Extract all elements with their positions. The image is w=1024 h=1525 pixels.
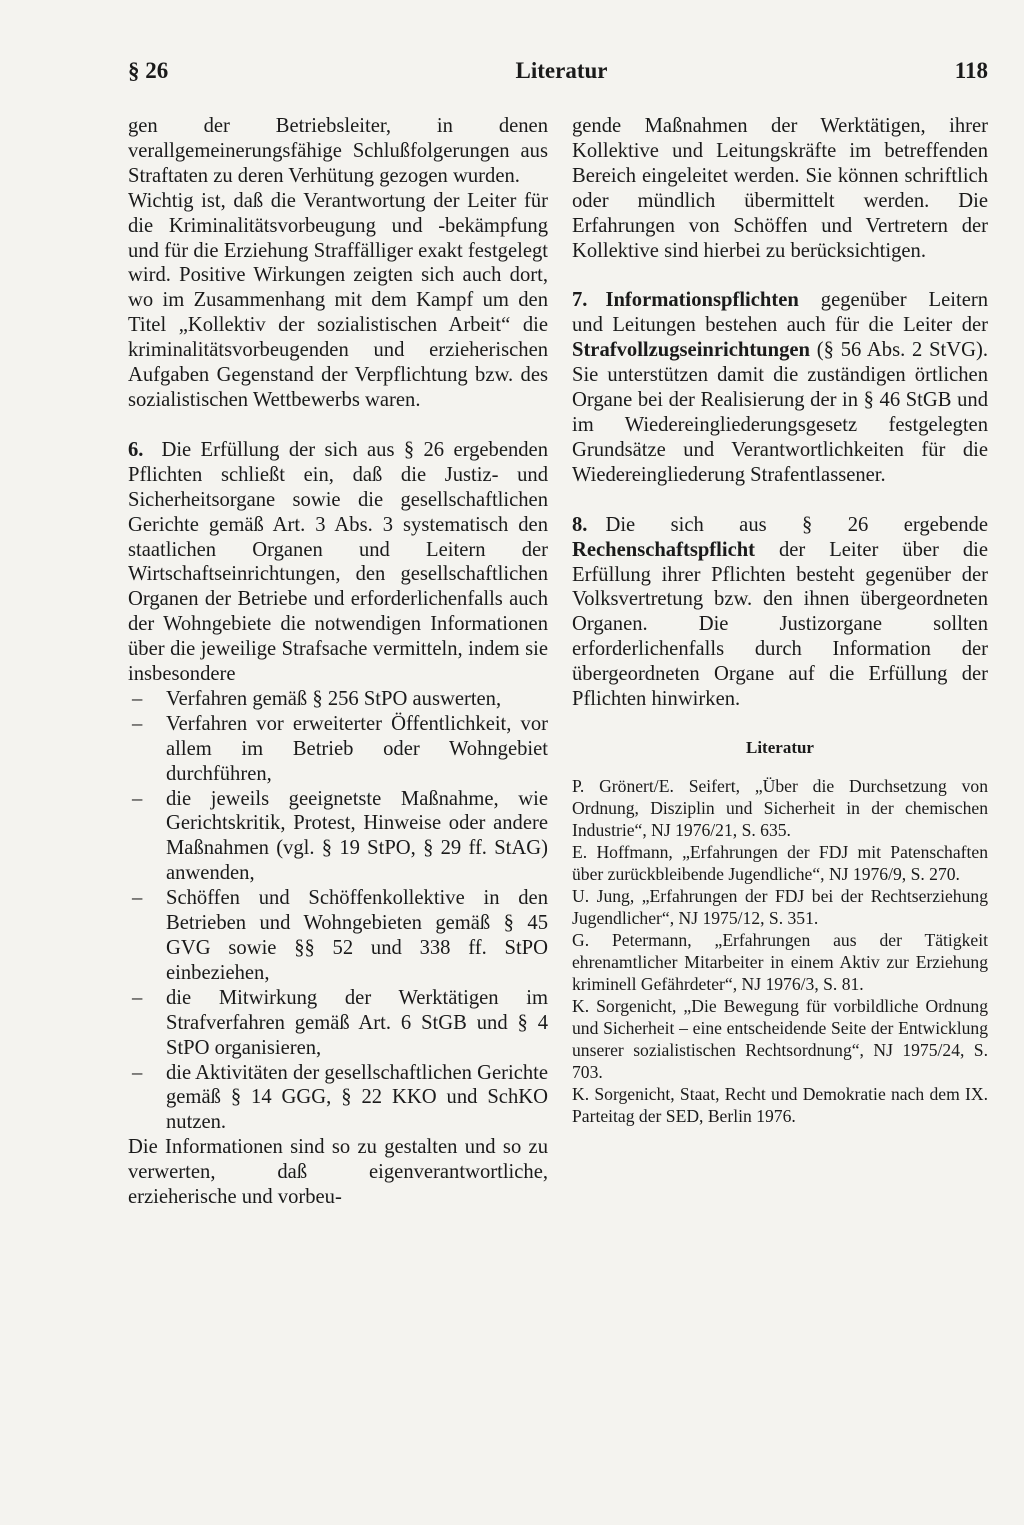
list-item: – Schöffen und Schöffenkollektive in den Betrieben und Wohngebieten gemäß § 45 GVG sowie §§ 52 und 338 ff. StPO einbeziehen, bbox=[128, 886, 548, 986]
item-7 bbox=[572, 288, 988, 487]
list-item: – Verfahren gemäß § 256 StPO auswerten, bbox=[128, 687, 548, 712]
item-7-text-a: gegenüber Leitern und Leitungen bestehen auch für die Leiter der bbox=[572, 289, 988, 337]
list-item: – die Mitwirkung der Werktätigen im Strafverfahren gemäß Art. 6 StGB und § 4 StPO organisieren, bbox=[128, 986, 548, 1061]
reference-item: K. Sorgenicht, „Die Bewegung für vorbildliche Ordnung und Sicherheit – eine entscheidende Seite der Entwicklung unserer sozialistischen Rechtsordnung“, NJ 1975/24, S. 703. bbox=[572, 995, 988, 1082]
item-7-keyword-2: Strafvollzugseinrichtungen bbox=[572, 339, 810, 362]
item-8-number: 8. bbox=[572, 513, 588, 536]
paragraph-continued-right: gende Maßnahmen der Werktätigen, ihrer Kollektive und Leitungskräfte im betreffenden Bereich eingeleitet werden. Sie können schriftlich oder mündlich übermittelt werden. Die Erfahrungen von Schöffen und Vertretern der Kollektive sind hierbei zu berücksichtigen. bbox=[572, 115, 988, 262]
item-6-number: 6. bbox=[128, 438, 144, 461]
reference-list bbox=[572, 775, 988, 1127]
paragraph-responsibility: Wichtig ist, daß die Verantwortung der Leiter für die Kriminalitätsvorbeugung und -bekämpfung und für die Erziehung Straffälliger exakt festgelegt wird. Positive Wirkungen zeigten sich auch dort, wo im Zusammenhang mit dem Kampf um den Titel „Kollektiv der sozialistischen Arbeit“ die kriminalitätsvorbeugenden und erzieherischen Aufgaben Gegenstand der Verpflichtung bzw. des sozialistischen Wettbewerbs waren. bbox=[128, 189, 548, 411]
item-8-text-b: der Leiter über die Erfüllung ihrer Pflichten besteht gegenüber der Volksvertretung bzw. den ihnen übergeordneten Organen. Die Justizorgane sollten erforderlichenfalls durch Information der übergeordneten Organe auf die Erfüllung der Pflichten hinwirken. bbox=[572, 538, 988, 711]
item-7-number: 7. bbox=[572, 289, 588, 312]
item-8-keyword: Rechenschaftspflicht bbox=[572, 538, 756, 561]
paragraph-closing: Die Informationen sind so zu gestalten und so zu verwerten, daß eigenverantwortliche, erzieherische und vorbeu- bbox=[128, 1136, 548, 1209]
list-item: – die jeweils geeignetste Maßnahme, wie Gerichtskritik, Protest, Hinweise oder andere Maßnahmen (vgl. § 19 StPO, § 29 ff. StAG) anwenden, bbox=[128, 787, 548, 887]
item-6 bbox=[128, 438, 548, 687]
list-item: – Verfahren vor erweiterter Öffentlichkeit, vor allem im Betrieb oder Wohngebiet durchführen, bbox=[128, 712, 548, 787]
item-7-keyword: Informationspflichten bbox=[605, 289, 799, 312]
list-item: – die Aktivitäten der gesellschaftlichen Gerichte gemäß § 14 GGG, § 22 KKO und SchKO nutzen. bbox=[128, 1061, 548, 1136]
left-column bbox=[128, 114, 548, 1210]
reference-item: G. Petermann, „Erfahrungen aus der Tätigkeit ehrenamtlicher Mitarbeiter in einem Aktiv zur Erziehung kriminell Gefährdeter“, NJ 1976/3, S. 81. bbox=[572, 929, 988, 994]
item-8-text-a: Die sich aus § 26 ergebende bbox=[605, 513, 988, 536]
page-number: 118 bbox=[954, 58, 988, 83]
reference-item: P. Grönert/E. Seifert, „Über die Durchsetzung von Ordnung, Disziplin und Sicherheit in der chemischen Industrie“, NJ 1976/21, S. 635. bbox=[572, 775, 988, 840]
reference-item: K. Sorgenicht, Staat, Recht und Demokratie nach dem IX. Parteitag der SED, Berlin 1976. bbox=[572, 1083, 988, 1126]
literature-heading: Literatur bbox=[746, 737, 814, 757]
dash-list bbox=[128, 687, 548, 1135]
item-8 bbox=[572, 513, 988, 712]
paragraph-continued: gen der Betriebsleiter, in denen verallgemeinerungsfähige Schlußfolgerungen aus Straftaten zu deren Verhütung gezogen wurden. bbox=[128, 115, 548, 187]
section-marker: § 26 bbox=[128, 58, 169, 83]
item-6-text: Die Erfüllung der sich aus § 26 ergebenden Pflichten schließt ein, daß die Justiz- und Sicherheitsorgane sowie die gesellschaftlichen Gerichte gemäß Art. 3 Abs. 3 systematisch den staatlichen Organen und Leitern der Wirtschaftseinrichtungen, den gesellschaftlichen Organen der Betriebe und erforderlichenfalls auch der Wohngebiete die notwendigen Informationen über die jeweilige Strafsache vermitteln, indem sie insbesondere bbox=[128, 438, 548, 686]
right-column bbox=[572, 114, 988, 1127]
reference-item: E. Hoffmann, „Erfahrungen der FDJ mit Patenschaften über zurückbleibende Jugendliche“, NJ 1976/9, S. 270. bbox=[572, 841, 988, 884]
item-7-text-b: (§ 56 Abs. 2 StVG). Sie unterstützen damit die zuständigen örtlichen Organe bei der Realisierung der in § 46 StGB und im Wiedereingliederungsgesetz festgelegten Grundsätze und Verantwortlichkeiten für die Wiedereingliederung Strafentlassener. bbox=[572, 339, 989, 486]
reference-item: U. Jung, „Erfahrungen der FDJ bei der Rechtserziehung Jugendlicher“, NJ 1975/12, S. 351. bbox=[572, 885, 988, 928]
running-header bbox=[128, 58, 988, 84]
header-title: Literatur bbox=[515, 58, 608, 83]
